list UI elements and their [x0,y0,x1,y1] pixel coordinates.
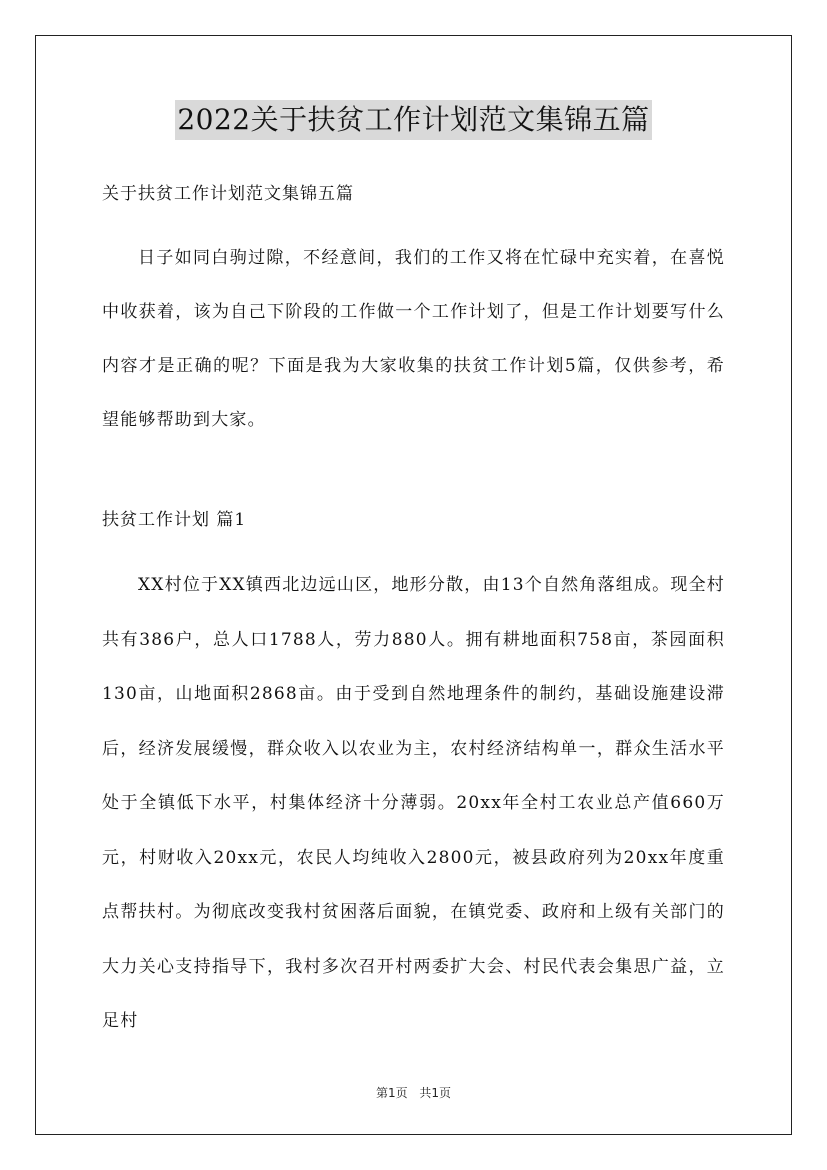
page-total: 共1页 [419,1086,452,1100]
section-paragraph: XX村位于XX镇西北边远山区，地形分散，由13个自然角落组成。现全村共有386户，总人口1788人，劳力880人。拥有耕地面积758亩，茶园面积130亩，山地面积2868亩。由于受到自然地理条件的制约，基础设施建设滞后，经济发展缓慢，群众收入以农业为主，农村经济结构单一，群众生活水平处于全镇低下水平，村集体经济十分薄弱。20xx年全村工农业总产值660万元，村财收入20xx元，农民人均纯收入2800元，被县政府列为20xx年度重点帮扶村。为彻底改变我村贫困落后面貌，在镇党委、政府和上级有关部门的大力关心支持指导下，我村多次召开村两委扩大会、村民代表会集思广益，立足村 [102,575,725,1031]
intro-paragraph: 日子如同白驹过隙，不经意间，我们的工作又将在忙碌中充实着，在喜悦中收获着，该为自己下阶段的工作做一个工作计划了，但是工作计划要写什么内容才是正确的呢？下面是我为大家收集的扶贫工作计划5篇，仅供参考，希望能够帮助到大家。 [102,248,725,430]
section-heading: 扶贫工作计划 篇1 [102,510,247,530]
document-subtitle: 关于扶贫工作计划范文集锦五篇 [102,184,354,204]
page-footer [0,1085,827,1101]
document-title: 2022关于扶贫工作计划范文集锦五篇 [175,100,651,140]
page-number: 第1页 [375,1086,408,1100]
title-container [0,100,827,140]
